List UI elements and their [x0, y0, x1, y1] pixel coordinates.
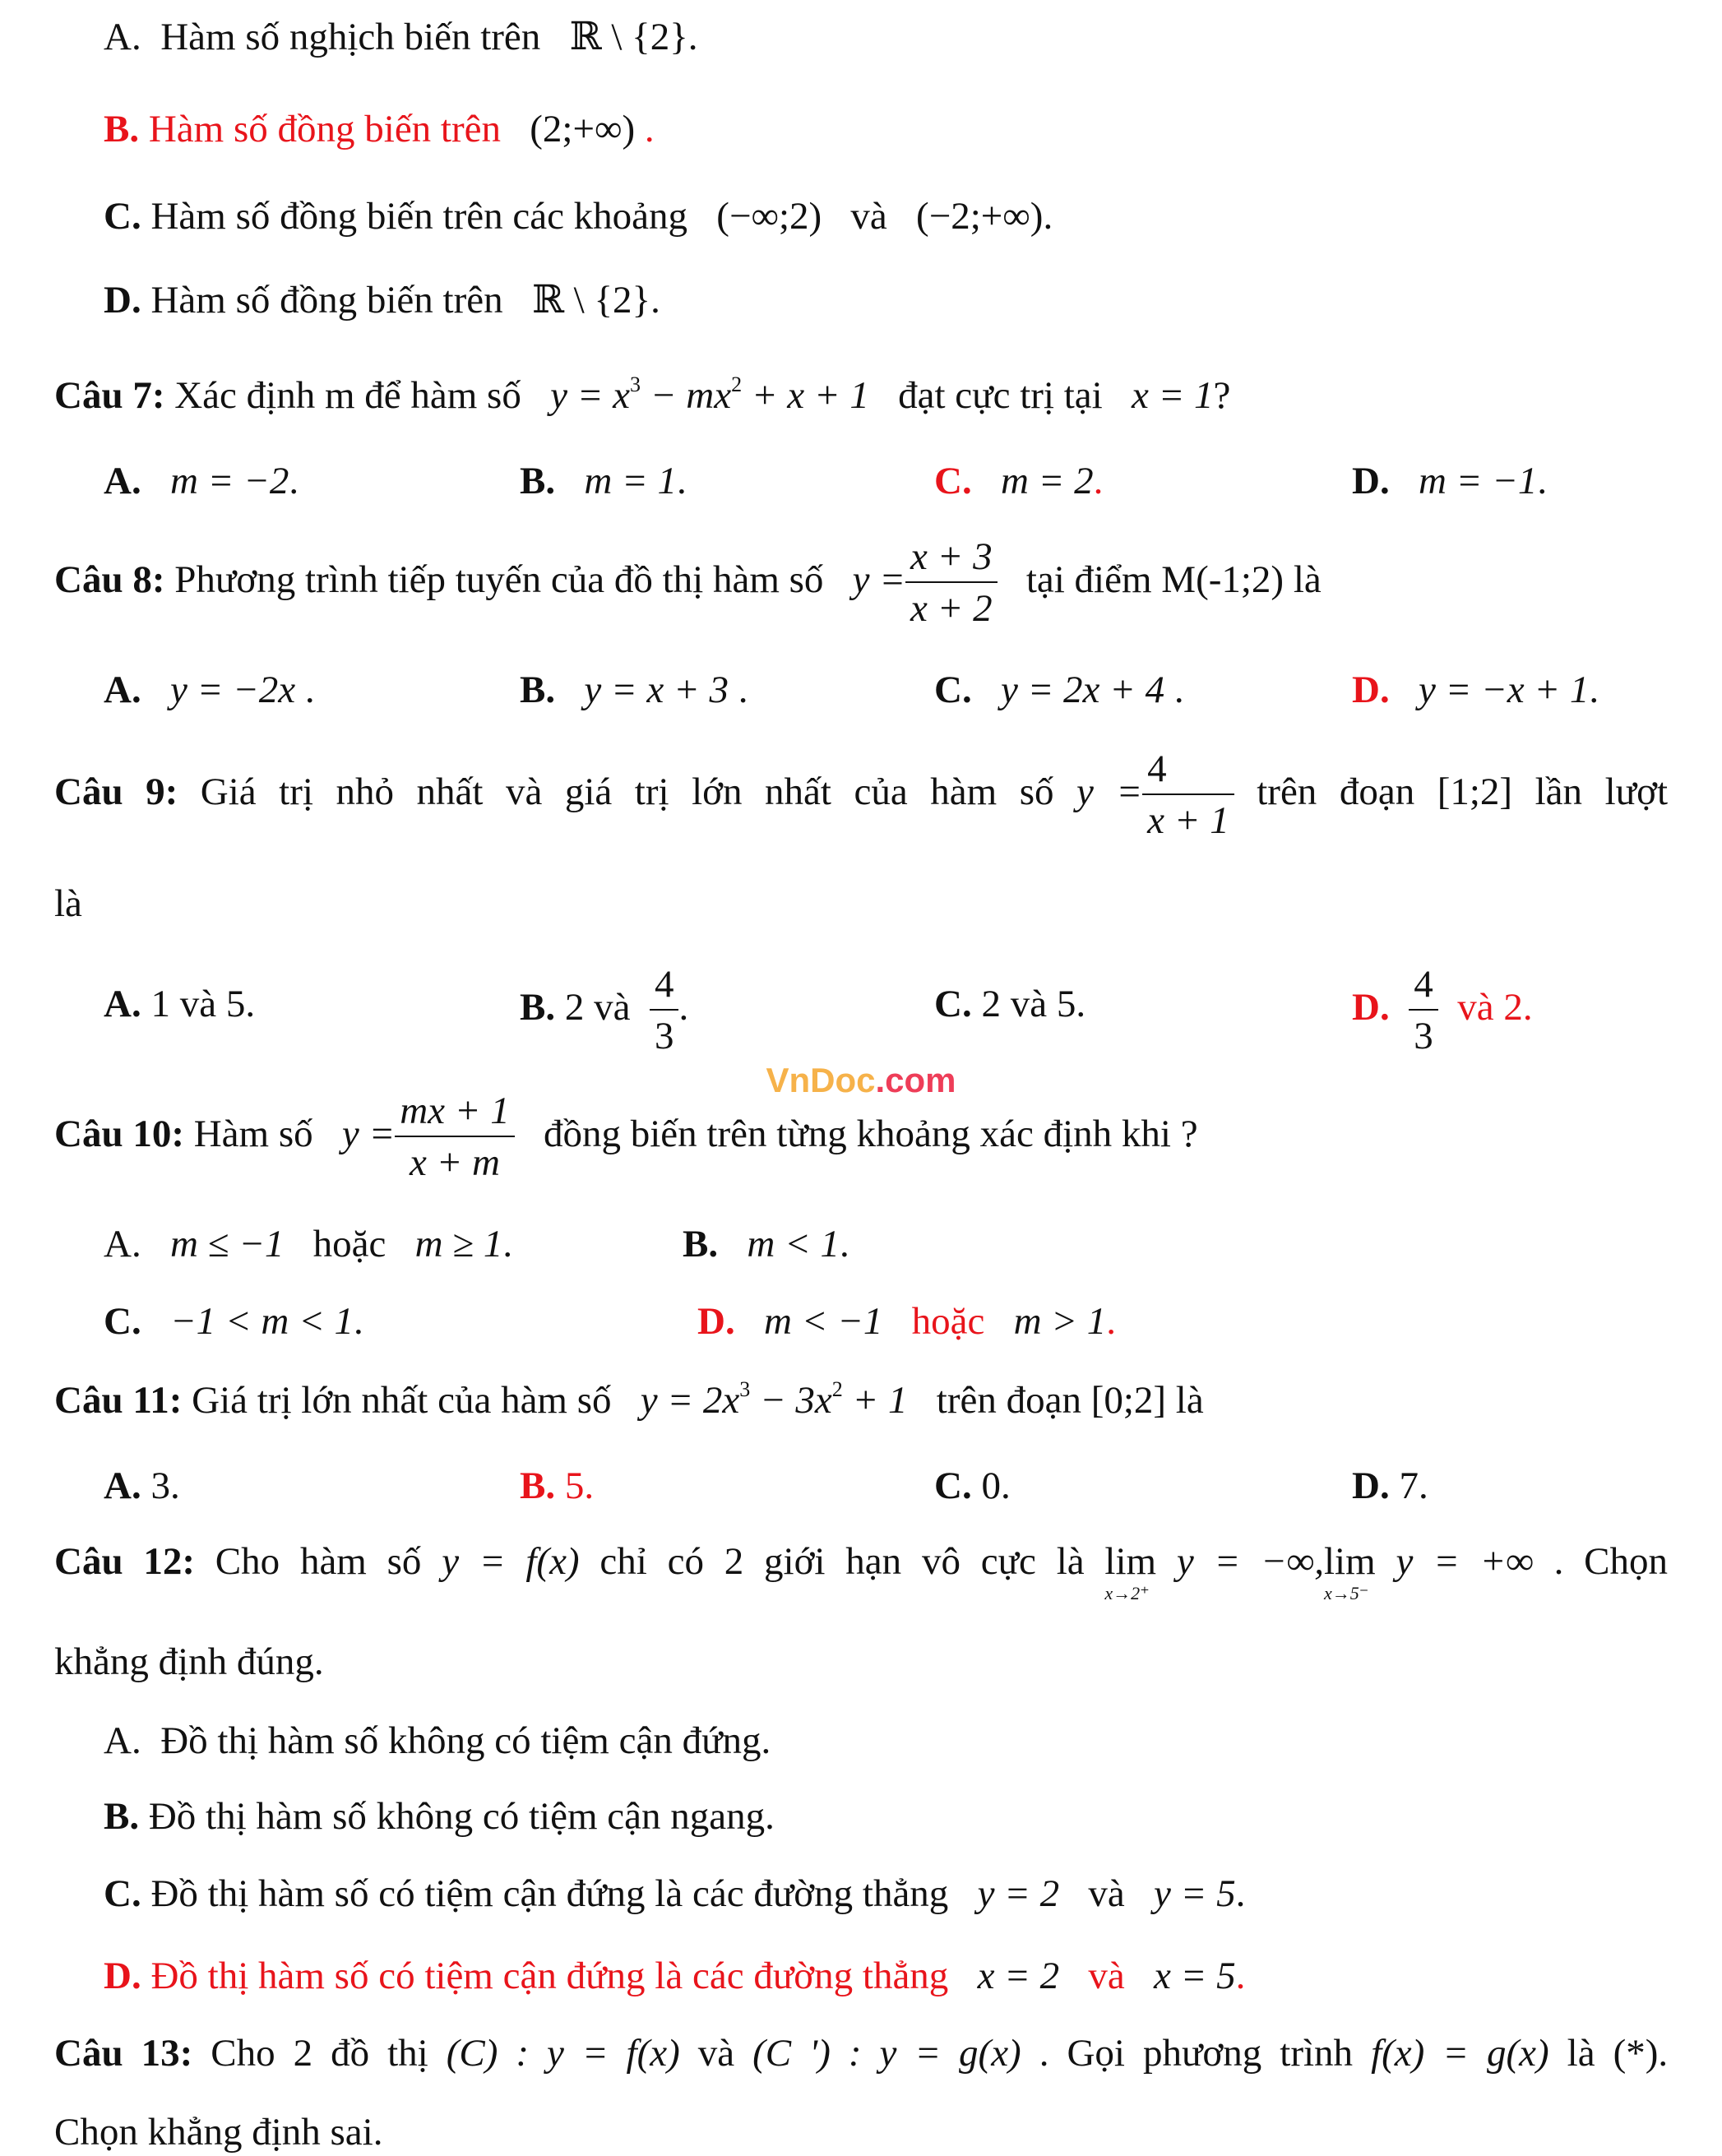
q13-continuation: Chọn khẳng định sai.: [54, 2111, 383, 2154]
vndoc-watermark: VnDoc.com: [766, 1061, 956, 1099]
q12-continuation: khẳng định đúng.: [54, 1640, 324, 1683]
q12-option-b: B. Đồ thị hàm số không có tiệm cận ngang.: [104, 1795, 775, 1838]
q9-answer-c: C. 2 và 5.: [934, 983, 1086, 1025]
q8-answer-d: D. y = −x + 1.: [1352, 669, 1599, 711]
q9-fraction: $\frac{4}{x + 1}$: [1142, 750, 1234, 840]
q12-question: Câu 12: Cho hàm số y = f(x) chỉ có 2 giới hạn vô cực là lim x→2⁺ y = −∞, lim x→5⁻ y = +∞ . Chọn: [54, 1540, 1669, 1603]
q11-answer-a: A. 3.: [104, 1464, 180, 1507]
q13-question: Câu 13: Cho 2 đồ thị (C) : y = f(x) và (C ') : y = g(x) . Gọi phương trình f(x) = g(x) là (*).: [54, 2032, 1669, 2075]
q9-answer-b: B. 2 và $\frac{4}{3}$ .: [520, 963, 689, 1057]
q12-option-c: C. Đồ thị hàm số có tiệm cận đứng là các đường thẳng y = 2 và y = 5.: [104, 1872, 1246, 1915]
q6-option-b: B. Hàm số đồng biến trên (2;+∞) .: [104, 108, 655, 150]
q7-function: $y = x^3 - mx^2 + x + 1$: [550, 372, 869, 417]
q10-answer-b: B. m < 1.: [683, 1223, 849, 1265]
q9-answer-d: D. $\frac{4}{3}$ và 2.: [1352, 963, 1533, 1057]
q9-answer-a: A. 1 và 5.: [104, 983, 256, 1025]
q11-answer-c: C. 0.: [934, 1464, 1011, 1507]
q12-option-d: D. Đồ thị hàm số có tiệm cận đứng là các đường thẳng x = 2 và x = 5.: [104, 1955, 1246, 1997]
q8-answer-b: B. y = x + 3 .: [520, 669, 748, 711]
q10-answer-c: C. −1 < m < 1.: [104, 1300, 363, 1343]
q9-continuation: là: [54, 882, 82, 925]
q11-question: Câu 11: Giá trị lớn nhất của hàm số $y = 2x^3 - 3x^2 + 1$ trên đoạn [0;2] là: [54, 1377, 1204, 1422]
q12-limits: lim x→2⁺ y = −∞, lim x→5⁻ y = +∞: [1104, 1540, 1534, 1603]
q9-question: Câu 9: Giá trị nhỏ nhất và giá trị lớn nhất của hàm số y = $\frac{4}{x + 1}$ trên đoạn [1;2] lần lượt: [54, 747, 1669, 842]
q11-function: $y = 2x^3 - 3x^2 + 1$: [640, 1377, 908, 1422]
q9-b-fraction: $\frac{4}{3}$: [650, 965, 679, 1056]
q10-answer-d: D. m < −1 hoặc m > 1.: [697, 1300, 1116, 1343]
q8-answer-c: C. y = 2x + 4 .: [934, 669, 1184, 711]
q9-d-fraction: $\frac{4}{3}$: [1409, 965, 1438, 1056]
q6-option-a: A. Hàm số nghịch biến trên ℝ \ {2}.: [104, 16, 698, 58]
q12-option-a: A. Đồ thị hàm số không có tiệm cận đứng.: [104, 1719, 771, 1762]
q10-answer-a: A. m ≤ −1 hoặc m ≥ 1.: [104, 1223, 513, 1265]
q7-question: Câu 7: Xác định m để hàm số $y = x^3 - mx^2 + x + 1$ đạt cực trị tại x = 1?: [54, 372, 1231, 417]
q7-answer-d: D. m = −1.: [1352, 460, 1548, 502]
q6-option-c: C. Hàm số đồng biến trên các khoảng (−∞;2) và (−2;+∞).: [104, 195, 1053, 238]
q11-answer-d: D. 7.: [1352, 1464, 1428, 1507]
q11-answer-b: B. 5.: [520, 1464, 595, 1507]
q7-answer-c: C. m = 2.: [934, 460, 1104, 502]
q6-option-d: D. Hàm số đồng biến trên ℝ \ {2}.: [104, 279, 660, 322]
q8-answer-a: A. y = −2x .: [104, 669, 315, 711]
q10-question: Câu 10: Hàm số y = $\frac{mx + 1}{x + m}$ đồng biến trên từng khoảng xác định khi ?: [54, 1090, 1198, 1184]
q8-fraction: $\frac{x + 3}{x + 2}$: [905, 538, 998, 628]
q10-fraction: $\frac{mx + 1}{x + m}$: [395, 1092, 515, 1182]
q8-question: Câu 8: Phương trình tiếp tuyến của đồ thị hàm số y = $\frac{x + 3}{x + 2}$ tại điểm M(-1;2) là: [54, 535, 1322, 630]
q7-answer-a: A. m = −2.: [104, 460, 299, 502]
q7-answer-b: B. m = 1.: [520, 460, 687, 502]
